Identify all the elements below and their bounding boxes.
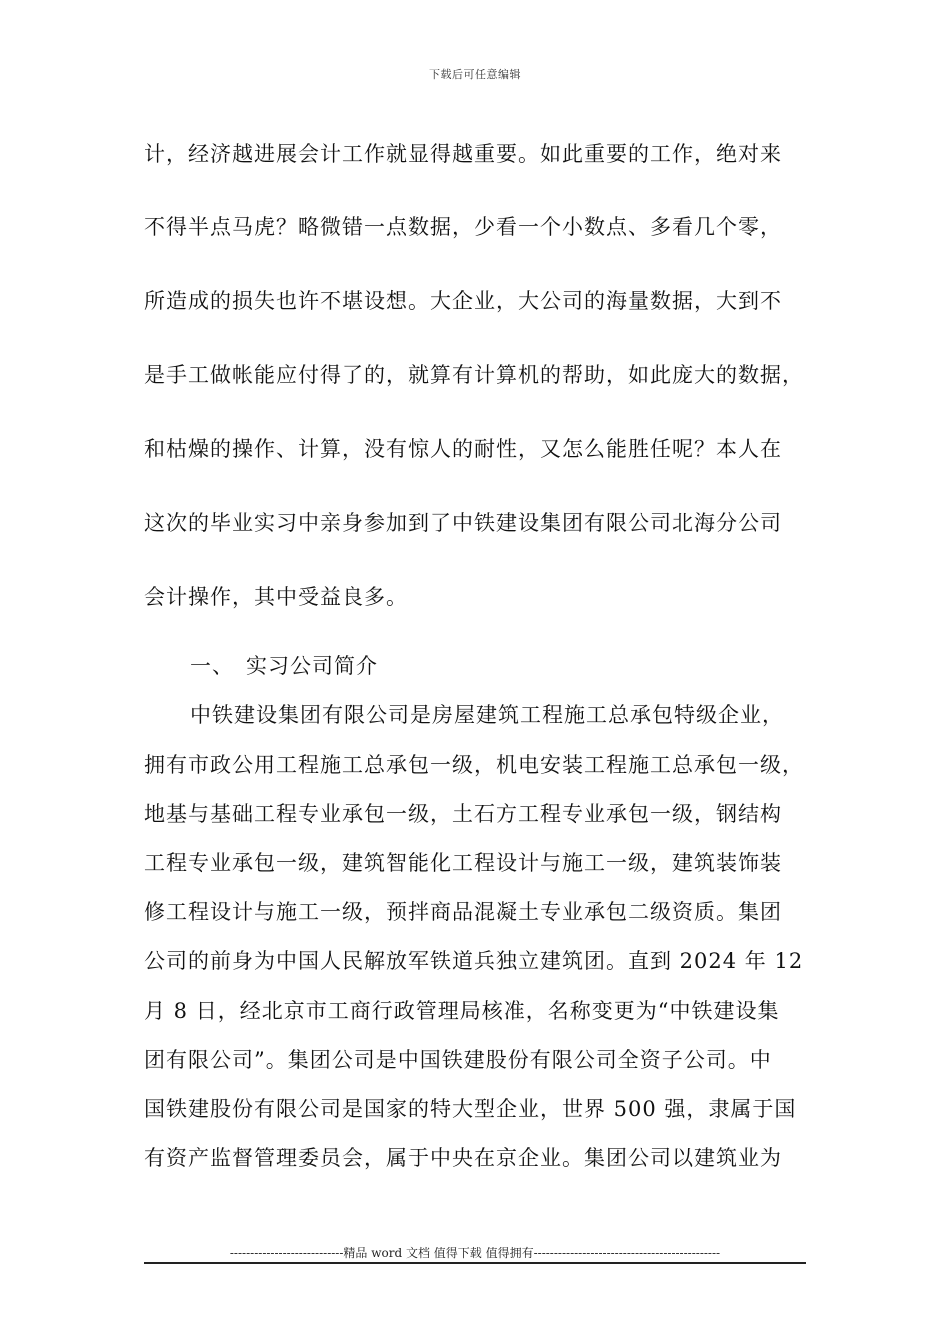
text-line: 国铁建股份有限公司是国家的特大型企业，世界 500 强，隶属于国: [144, 1097, 797, 1121]
section-title: 实习公司简介: [246, 654, 378, 678]
text-line: 地基与基础工程专业承包一级，土石方工程专业承包一级，钢结构: [144, 802, 782, 826]
text-line: 工程专业承包一级，建筑智能化工程设计与施工一级，建筑装饰装: [144, 851, 782, 875]
text-line: 计，经济越进展会计工作就显得越重要。如此重要的工作，绝对来: [144, 142, 782, 166]
text-line: 公司的前身为中国人民解放军铁道兵独立建筑团。直到 2024 年 12: [144, 949, 804, 973]
page-header: 下载后可任意编辑: [429, 68, 521, 81]
text-line: 修工程设计与施工一级，预拌商品混凝土专业承包二级资质。集团: [144, 900, 782, 924]
text-line: 所造成的损失也许不堪设想。大企业，大公司的海量数据，大到不: [144, 289, 782, 313]
text-line: 会计操作，其中受益良多。: [144, 585, 408, 609]
text-line: 中铁建设集团有限公司是房屋建筑工程施工总承包特级企业，: [190, 703, 784, 727]
page-footer: ----------------------------精品 word 文档 值得下载 值得拥有----------------------------------------------: [229, 1246, 721, 1260]
text-line: 团有限公司”。集团公司是中国铁建股份有限公司全资子公司。中: [144, 1048, 772, 1072]
text-line: 不得半点马虎？略微错一点数据，少看一个小数点、多看几个零，: [144, 215, 782, 239]
text-line: 和枯燥的操作、计算，没有惊人的耐性，又怎么能胜任呢？本人在: [144, 437, 782, 461]
footer-divider: [144, 1262, 806, 1264]
text-line: 是手工做帐能应付得了的，就算有计算机的帮助，如此庞大的数据，: [144, 363, 804, 387]
text-line: 这次的毕业实习中亲身参加到了中铁建设集团有限公司北海分公司: [144, 511, 782, 535]
text-line: 有资产监督管理委员会，属于中央在京企业。集团公司以建筑业为: [144, 1146, 782, 1170]
section-number: 一、: [190, 654, 234, 678]
text-line: 月 8 日，经北京市工商行政管理局核准，名称变更为“中铁建设集: [144, 999, 780, 1023]
text-line: 拥有市政公用工程施工总承包一级，机电安装工程施工总承包一级，: [144, 753, 804, 777]
